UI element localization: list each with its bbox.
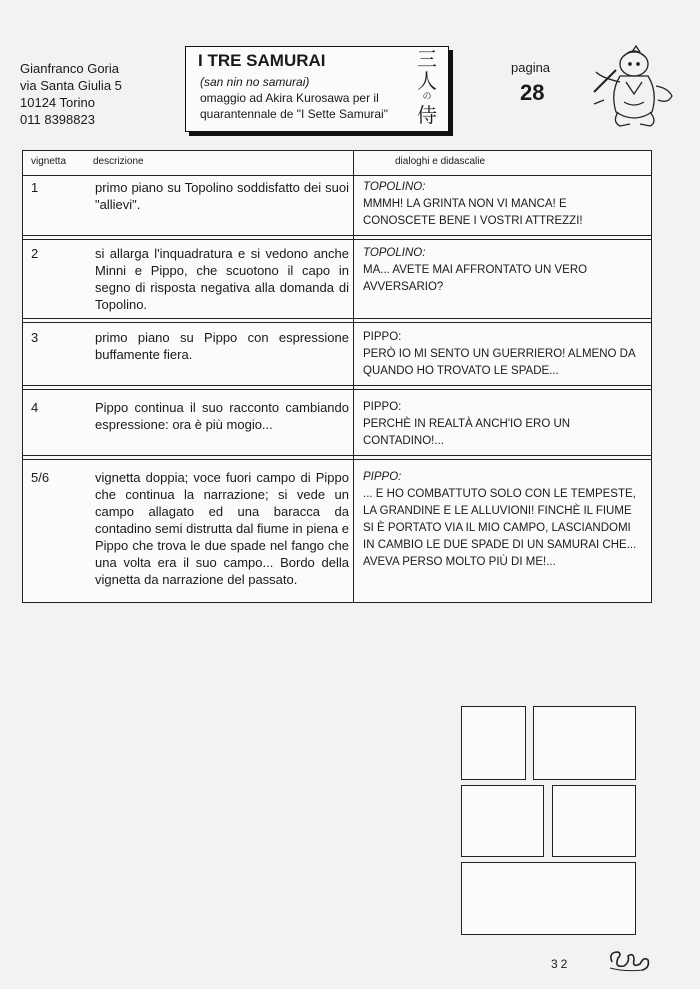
kanji-char: 人 bbox=[417, 69, 437, 93]
row-number: 2 bbox=[31, 246, 39, 261]
row-description: Pippo continua il suo racconto cambiando espressione: ora è più mogio... bbox=[95, 400, 349, 432]
script-table bbox=[22, 150, 652, 603]
layout-panel-5 bbox=[461, 862, 636, 935]
header-descrizione: descrizione bbox=[93, 156, 144, 167]
row-divider bbox=[23, 455, 651, 460]
kanji-char: の bbox=[422, 92, 432, 102]
speaker: PIPPO: bbox=[363, 401, 402, 413]
row-description: si allarga l'inquadratura e si vedono anche Minni e Pippo, che scuotono il capo in segno di risposta negativa alla domanda di Topolino. bbox=[95, 246, 349, 312]
row-number: 4 bbox=[31, 400, 39, 415]
page-label: pagina bbox=[511, 60, 551, 75]
dialogue-text: MA... AVETE MAI AFFRONTATO UN VERO AVVERSARIO? bbox=[363, 264, 588, 293]
layout-panel-2 bbox=[533, 706, 636, 780]
row-description: primo piano su Topolino soddisfatto dei suoi "allievi". bbox=[95, 180, 349, 212]
row-divider bbox=[23, 385, 651, 390]
row-description: primo piano su Pippo con espressione buffamente fiera. bbox=[95, 330, 349, 362]
title-main: I TRE SAMURAI bbox=[198, 51, 326, 70]
layout-panel-1 bbox=[461, 706, 526, 780]
row-dialogue bbox=[363, 399, 641, 450]
layout-panel-4 bbox=[552, 785, 636, 857]
row-divider bbox=[23, 235, 651, 240]
dialogue-text: PERÒ IO MI SENTO UN GUERRIERO! ALMENO DA QUANDO HO TROVATO LE SPADE... bbox=[363, 348, 636, 377]
title-line-3: quarantennale de "I Sette Samurai" bbox=[200, 107, 388, 121]
speaker: PIPPO: bbox=[363, 331, 402, 343]
row-dialogue bbox=[363, 245, 641, 296]
speaker: TOPOLINO: bbox=[363, 247, 426, 259]
column-divider bbox=[353, 151, 354, 602]
artist-signature-drawing bbox=[604, 944, 654, 974]
row-dialogue bbox=[363, 469, 641, 571]
author-city: 10124 Torino bbox=[20, 95, 95, 110]
header-vignetta: vignetta bbox=[31, 156, 67, 167]
row-divider bbox=[23, 318, 651, 323]
dialogue-text: PERCHÈ IN REALTÀ ANCH'IO ERO UN CONTADINO!... bbox=[363, 418, 571, 447]
author-street: via Santa Giulia 5 bbox=[20, 78, 122, 93]
dialogue-text: MMMH! LA GRINTA NON VI MANCA! E CONOSCETE BENE I VOSTRI ATTREZZI! bbox=[363, 198, 583, 227]
table-header bbox=[23, 151, 651, 176]
title-box bbox=[185, 46, 449, 132]
row-dialogue bbox=[363, 179, 641, 230]
speaker: TOPOLINO: bbox=[363, 181, 426, 193]
header-dialoghi: dialoghi e didascalie bbox=[395, 156, 486, 167]
speaker: PIPPO: bbox=[363, 471, 402, 483]
author-name: Gianfranco Goria bbox=[20, 61, 119, 76]
layout-panel-3 bbox=[461, 785, 544, 857]
author-phone: 011 8398823 bbox=[20, 112, 95, 127]
author-block bbox=[20, 60, 122, 128]
kanji-char: 侍 bbox=[417, 103, 437, 127]
row-number: 5/6 bbox=[31, 470, 50, 485]
footer-page-number: 32 bbox=[551, 957, 571, 971]
row-number: 1 bbox=[31, 180, 39, 195]
title-line-2: omaggio ad Akira Kurosawa per il bbox=[200, 91, 379, 105]
page-number: 28 bbox=[520, 80, 545, 105]
dialogue-text: ... E HO COMBATTUTO SOLO CON LE TEMPESTE, LA GRANDINE E LE ALLUVIONI! FINCHÈ IL FIUME SI È PORTATO VIA IL MIO CAMPO, LASCIANDOMI IN CAMBIO LE DUE SPADE DI UN SAMURAI CHE... AVEVA PERSO MOLTO PIÙ DI ME!... bbox=[363, 488, 637, 568]
samurai-mascot-drawing bbox=[590, 42, 680, 130]
row-description: vignetta doppia; voce fuori campo di Pippo che continua la narrazione; si vede un campo allagato ed una baracca da contadino semi distrutta dal fiume in piena e Pippo che trova le due spade nel fango che una volta era il suo campo... Bordo della vignetta da narrazione del passato. bbox=[95, 470, 349, 587]
title-subtitle: (san nin no samurai) bbox=[200, 75, 310, 89]
row-number: 3 bbox=[31, 330, 39, 345]
row-dialogue bbox=[363, 329, 641, 380]
kanji-title bbox=[416, 49, 438, 127]
kanji-char: 三 bbox=[417, 47, 437, 71]
